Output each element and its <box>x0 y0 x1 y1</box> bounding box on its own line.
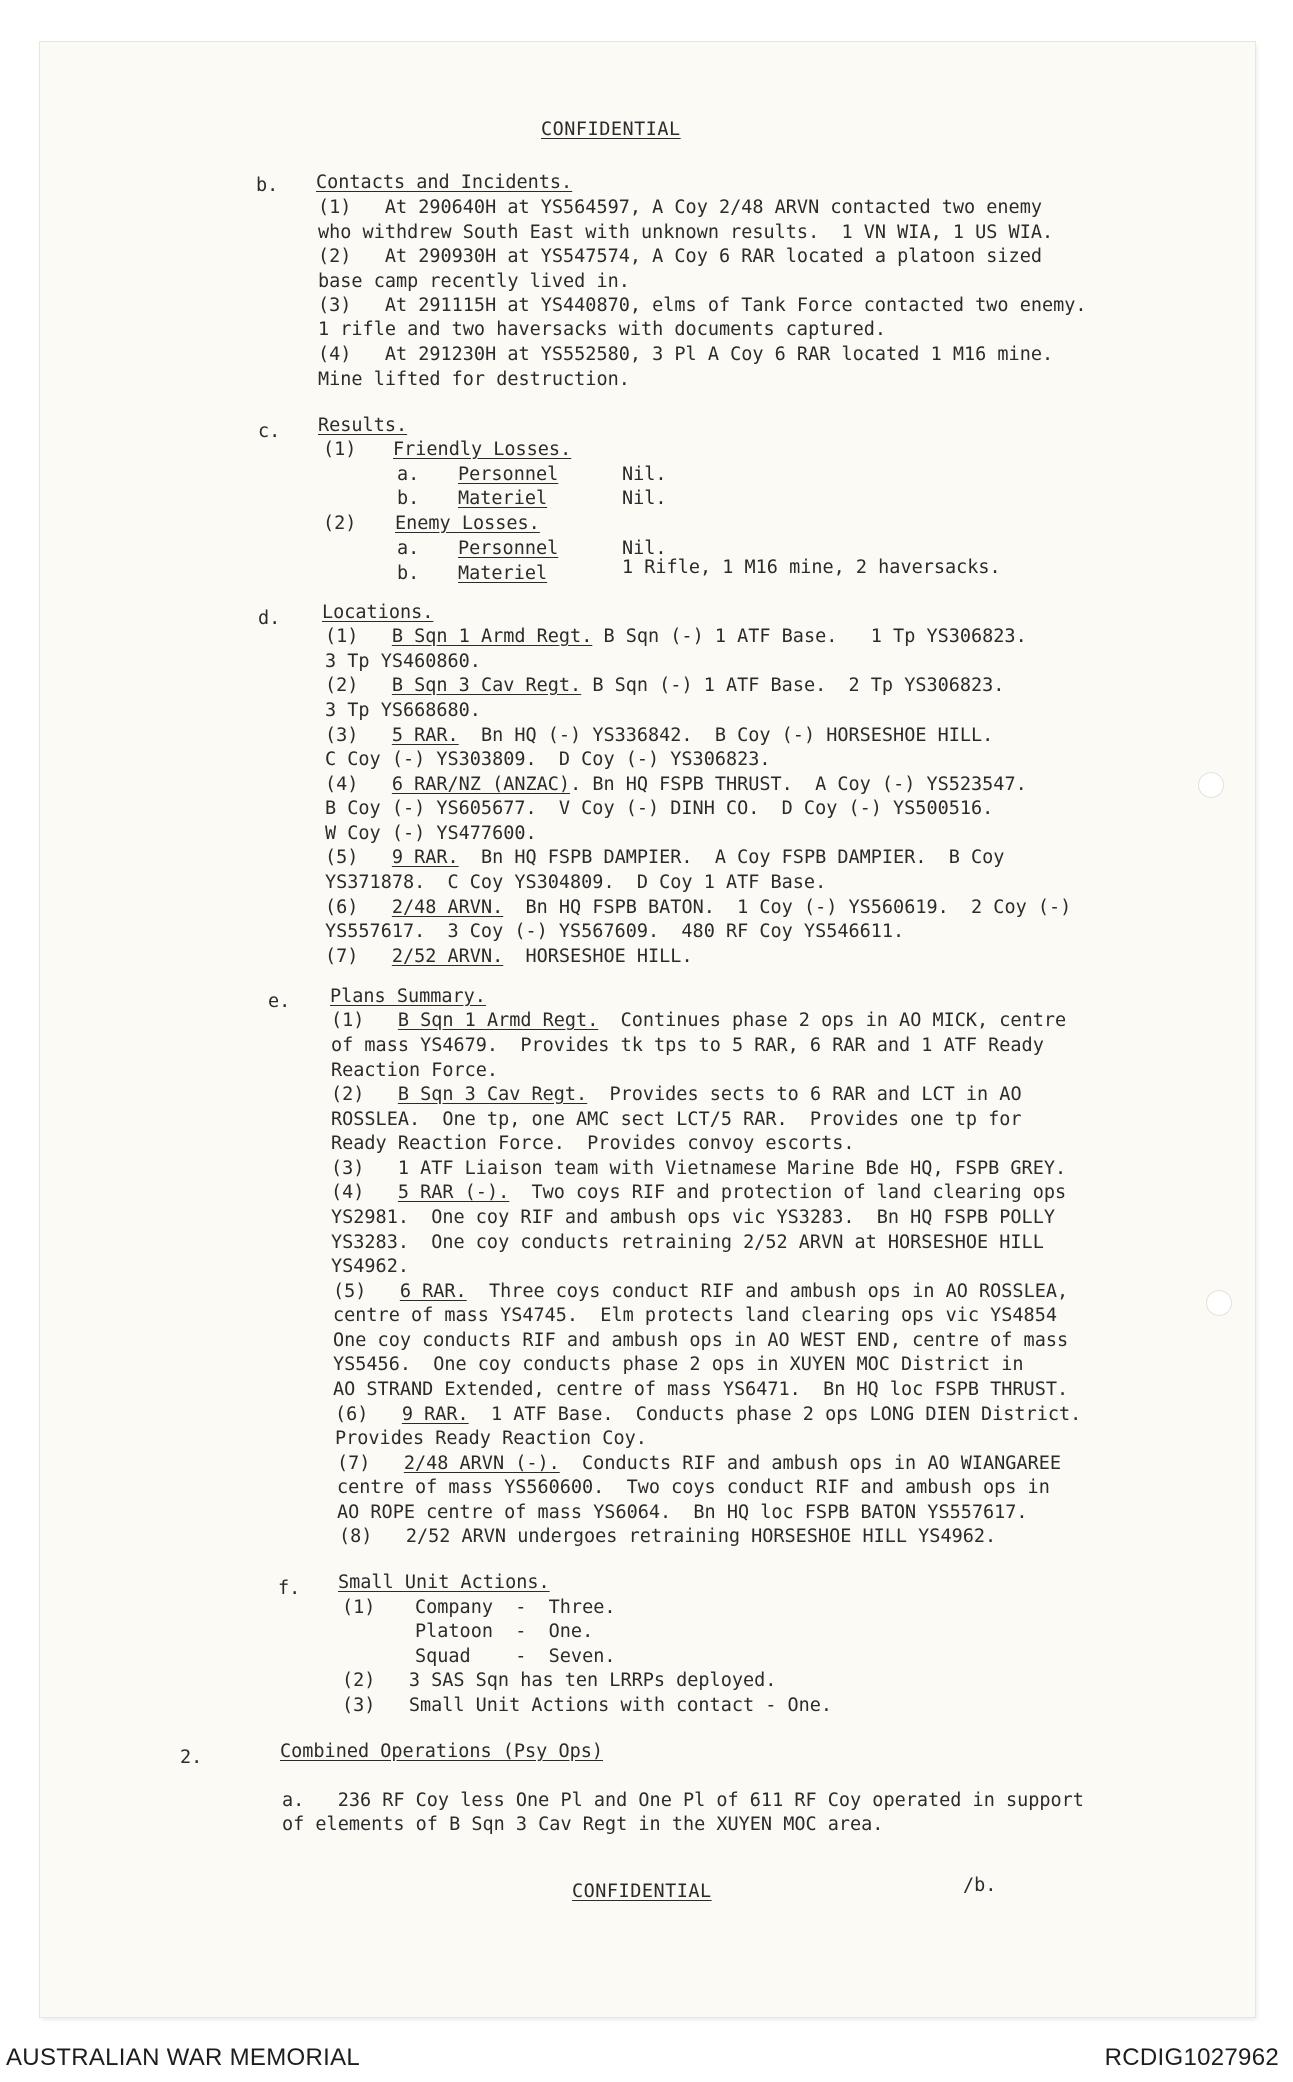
section-f-item-2: (2) 3 SAS Sqn has ten LRRPs deployed. <box>342 1670 777 1691</box>
section-b-title: Contacts and Incidents. <box>316 172 573 193</box>
section-b-line: 1 rifle and two haversacks with documents captured. <box>318 319 887 340</box>
location-4-cont: W Coy (-) YS477600. <box>325 823 537 844</box>
location-2-cont: 3 Tp YS668680. <box>325 700 481 721</box>
section-e-marker: e. <box>268 991 291 1012</box>
location-5: (5) 9 RAR. Bn HQ FSPB DAMPIER. A Coy FSPB DAMPIER. B Coy <box>325 847 1005 868</box>
friendly-a-marker: a. <box>397 464 420 485</box>
enemy-personnel-label: Personnel <box>458 538 559 559</box>
plan-7-cont: centre of mass YS560600. Two coys conduct RIF and ambush ops in <box>337 1477 1050 1498</box>
para-2-text: a. 236 RF Coy less One Pl and One Pl of 611 RF Coy operated in support <box>282 1790 1084 1811</box>
enemy-losses-title: Enemy Losses. <box>395 513 540 534</box>
location-1: (1) B Sqn 1 Armd Regt. B Sqn (-) 1 ATF Base. 1 Tp YS306823. <box>325 626 1027 647</box>
archive-footer-left: AUSTRALIAN WAR MEMORIAL <box>6 2044 361 2071</box>
plan-8: (8) 2/52 ARVN undergoes retraining HORSESHOE HILL YS4962. <box>339 1526 997 1547</box>
section-f-title: Small Unit Actions. <box>338 1572 550 1593</box>
section-c-title: Results. <box>318 415 408 436</box>
location-2: (2) B Sqn 3 Cav Regt. B Sqn (-) 1 ATF Base. 2 Tp YS306823. <box>325 675 1005 696</box>
location-4-cont: B Coy (-) YS605677. V Coy (-) DINH CO. D Coy (-) YS500516. <box>325 798 994 819</box>
section-d-title: Locations. <box>322 602 434 623</box>
section-f-marker: f. <box>278 1578 301 1599</box>
section-e-title: Plans Summary. <box>330 986 486 1007</box>
section-c-num-1: (1) <box>323 439 357 460</box>
squad-count: Squad - Seven. <box>415 1646 616 1667</box>
friendly-b-marker: b. <box>397 488 420 509</box>
location-3: (3) 5 RAR. Bn HQ (-) YS336842. B Coy (-) HORSESHOE HILL. <box>325 725 994 746</box>
page-classification-footer: CONFIDENTIAL <box>572 1881 712 1902</box>
plan-5-cont: One coy conducts RIF and ambush ops in AO WEST END, centre of mass <box>333 1330 1069 1351</box>
plan-4: (4) 5 RAR (-). Two coys RIF and protection of land clearing ops <box>331 1182 1067 1203</box>
enemy-b-marker: b. <box>397 563 420 584</box>
archive-footer-right: RCDIG1027962 <box>1104 2044 1279 2071</box>
para-2-text: of elements of B Sqn 3 Cav Regt in the XUYEN MOC area. <box>282 1814 884 1835</box>
friendly-personnel-label: Personnel <box>458 464 559 485</box>
section-b-marker: b. <box>256 175 279 196</box>
plan-1-cont: of mass YS4679. Provides tk tps to 5 RAR, 6 RAR and 1 ATF Ready <box>331 1035 1044 1056</box>
continuation-marker: /b. <box>963 1875 997 1896</box>
plan-4-cont: YS3283. One coy conducts retraining 2/52 ARVN at HORSESHOE HILL <box>331 1232 1044 1253</box>
section-b-line: base camp recently lived in. <box>318 271 630 292</box>
plan-4-cont: YS2981. One coy RIF and ambush ops vic YS3283. Bn HQ FSPB POLLY <box>331 1207 1055 1228</box>
plan-2-cont: Ready Reaction Force. Provides convoy escorts. <box>331 1133 855 1154</box>
section-c-marker: c. <box>258 421 281 442</box>
location-7: (7) 2/52 ARVN. HORSESHOE HILL. <box>325 946 693 967</box>
section-d-marker: d. <box>258 608 281 629</box>
plan-5: (5) 6 RAR. Three coys conduct RIF and ambush ops in AO ROSSLEA, <box>333 1281 1069 1302</box>
plan-7-cont: AO ROPE centre of mass YS6064. Bn HQ loc FSPB BATON YS557617. <box>337 1502 1028 1523</box>
friendly-personnel-value: Nil. <box>622 464 667 485</box>
section-b-line: (1) At 290640H at YS564597, A Coy 2/48 ARVN contacted two enemy <box>318 197 1042 218</box>
plan-3: (3) 1 ATF Liaison team with Vietnamese Marine Bde HQ, FSPB GREY. <box>331 1158 1067 1179</box>
section-b-line: (3) At 291115H at YS440870, elms of Tank Force contacted two enemy. <box>318 295 1087 316</box>
enemy-personnel-value: Nil. <box>622 538 667 559</box>
platoon-count: Platoon - One. <box>415 1621 594 1642</box>
plan-6: (6) 9 RAR. 1 ATF Base. Conducts phase 2 ops LONG DIEN District. <box>335 1404 1082 1425</box>
enemy-materiel-value: 1 Rifle, 1 M16 mine, 2 haversacks. <box>622 557 1001 578</box>
location-5-cont: YS371878. C Coy YS304809. D Coy 1 ATF Base. <box>325 872 827 893</box>
section-c-num-2: (2) <box>323 513 357 534</box>
company-count: Company - Three. <box>415 1597 616 1618</box>
section-b-line: Mine lifted for destruction. <box>318 369 630 390</box>
section-b-line: (2) At 290930H at YS547574, A Coy 6 RAR located a platoon sized <box>318 246 1042 267</box>
friendly-materiel-value: Nil. <box>622 488 667 509</box>
plan-2: (2) B Sqn 3 Cav Regt. Provides sects to 6 RAR and LCT in AO <box>331 1084 1022 1105</box>
location-1-cont: 3 Tp YS460860. <box>325 651 481 672</box>
plan-6-cont: Provides Ready Reaction Coy. <box>335 1428 647 1449</box>
plan-5-cont: YS5456. One coy conducts phase 2 ops in XUYEN MOC District in <box>333 1354 1024 1375</box>
section-b-line: who withdrew South East with unknown results. 1 VN WIA, 1 US WIA. <box>318 222 1054 243</box>
plan-7: (7) 2/48 ARVN (-). Conducts RIF and ambush ops in AO WIANGAREE <box>337 1453 1061 1474</box>
plan-1-cont: Reaction Force. <box>331 1060 499 1081</box>
location-4: (4) 6 RAR/NZ (ANZAC). Bn HQ FSPB THRUST. A Coy (-) YS523547. <box>325 774 1027 795</box>
friendly-materiel-label: Materiel <box>458 488 548 509</box>
friendly-losses-title: Friendly Losses. <box>393 439 572 460</box>
plan-4-cont: YS4962. <box>331 1256 409 1277</box>
section-f-item-3: (3) Small Unit Actions with contact - One. <box>342 1695 833 1716</box>
plan-5-cont: centre of mass YS4745. Elm protects land clearing ops vic YS4854 <box>333 1305 1057 1326</box>
para-2-number: 2. <box>180 1747 203 1768</box>
plan-1: (1) B Sqn 1 Armd Regt. Continues phase 2 ops in AO MICK, centre <box>331 1010 1067 1031</box>
location-6: (6) 2/48 ARVN. Bn HQ FSPB BATON. 1 Coy (-) YS560619. 2 Coy (-) <box>325 897 1072 918</box>
page-classification-header: CONFIDENTIAL <box>541 119 681 140</box>
para-2-title: Combined Operations (Psy Ops) <box>280 1741 604 1762</box>
location-6-cont: YS557617. 3 Coy (-) YS567609. 480 RF Coy YS546611. <box>325 921 905 942</box>
enemy-a-marker: a. <box>397 538 420 559</box>
enemy-materiel-label: Materiel <box>458 563 548 584</box>
plan-2-cont: ROSSLEA. One tp, one AMC sect LCT/5 RAR. Provides one tp for <box>331 1109 1022 1130</box>
section-b-line: (4) At 291230H at YS552580, 3 Pl A Coy 6 RAR located 1 M16 mine. <box>318 344 1054 365</box>
plan-5-cont: AO STRAND Extended, centre of mass YS6471. Bn HQ loc FSPB THRUST. <box>333 1379 1069 1400</box>
location-3-cont: C Coy (-) YS303809. D Coy (-) YS306823. <box>325 749 771 770</box>
section-f-num-1: (1) <box>342 1597 376 1618</box>
